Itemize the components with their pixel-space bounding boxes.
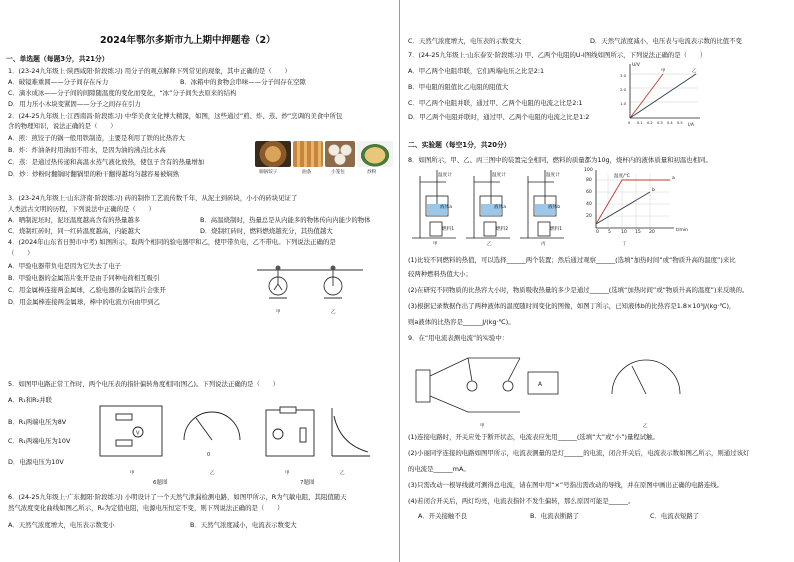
q2-option-b[interactable]: B．炸：炸油条时用油而不用水，是因为油的沸点比水高 xyxy=(8,146,166,154)
q7-option-d[interactable]: D．甲乙两个电阻并联时，通过甲、乙两个电阻的电流之比是1:2 xyxy=(408,113,590,121)
q5-label-jia: 甲 xyxy=(130,471,135,476)
caption-fried-dough: 油条 xyxy=(302,170,312,175)
q5-option-d[interactable]: D．电源电压为10V xyxy=(8,458,64,466)
q7-ytick: 1.0 xyxy=(620,101,627,106)
q6-option-c[interactable]: C．天然气浓度增大，电压表的示数变大 xyxy=(408,37,522,45)
q7-ytick: 2.0 xyxy=(620,87,627,92)
q3-option-a[interactable]: A．晒制泥坯时，泥坯温度越高含有的热量越多 xyxy=(8,216,141,224)
graph-label-ding: 丁 xyxy=(622,242,627,247)
thermometer-label-1: 温度计 xyxy=(438,173,452,178)
graph-ytick: 40 xyxy=(586,202,592,207)
fuel-label-yi: 燃料2 xyxy=(496,227,509,232)
q7-stem: 7．(24-25九年级上·山东泰安·阶段练习) 甲、乙两个电阻的U-I图线如图所示，下列说法正确的是（ ） xyxy=(408,51,707,59)
q7-option-a[interactable]: A．甲乙两个电阻串联，它们两端电压之比是2:1 xyxy=(408,67,545,75)
q8-part3: (3)根据记录数据作出了两种液体的温度随时间变化的图像，如图丁所示，已知液体b的比热容是1.8×10³J/(kg·℃)， xyxy=(408,302,736,310)
q8-part1-cont: 较两种燃料热值大小； xyxy=(408,270,472,278)
q2-stem-line2: 含的物理知识，说法正确的是（ ） xyxy=(8,122,117,130)
q1-stem: 1．(23-24九年级上·陕西咸阳·阶段练习) 用分子的观点解释下列常见的现象，其中正确的是（ ） xyxy=(8,67,291,75)
q7-option-b[interactable]: B．甲电阻的阻值比乙电阻的阻值大 xyxy=(408,83,509,91)
q5-option-b[interactable]: B．R₁两端电压为8V xyxy=(8,418,67,426)
q7-xtick: 0.2 xyxy=(647,121,653,125)
q7-xtick: 0.3 xyxy=(657,121,663,125)
q7-xtick: 0 xyxy=(628,121,631,125)
caption-steamed-bun: 小笼包 xyxy=(331,170,345,175)
q7-line-jia: 甲 xyxy=(661,69,666,74)
graph-line-b: b xyxy=(652,188,655,193)
q2-stem-line1: 2．(24-25九年级上·江西南昌·阶段练习) 中华美食文化博大精深，如图，这些通过“煎、炸、蒸、炒”烹调的美食中所包 xyxy=(8,112,343,120)
graph-xtick: 0 xyxy=(596,230,599,235)
q4-option-a[interactable]: A．甲验电器带负电是因为它失去了电子 xyxy=(8,262,122,270)
q9-part2: (2)小丽同学连接的电路如图甲所示，电流表测量的是灯______的电流，闭合开关后，电流表示数如图乙所示，则通过该灯 xyxy=(408,449,750,457)
electroscope-figure xyxy=(255,256,365,308)
q2-option-d[interactable]: D．炒：炒粉时翻锅时翻锅里的粉干翻得越均匀越容易被焖熟 xyxy=(8,170,180,178)
apparatus-label-bing: 丙 xyxy=(541,242,546,247)
fried-noodle-image xyxy=(357,141,393,167)
q3-option-d[interactable]: D．烧制红砖时，燃料燃烧越充分，其热值越大 xyxy=(200,227,333,235)
graph-line-a: a xyxy=(672,176,675,181)
q7-ui-graph xyxy=(618,58,702,130)
svg-text:A: A xyxy=(538,381,543,388)
q9-part4: (4)若闭合开关后，两灯均亮，电流表指针不发生偏转，那么原因可能是______。 xyxy=(408,497,635,505)
q9-option-c[interactable]: C．电流表短路了 xyxy=(650,512,700,520)
thermometer-label-2: 温度计 xyxy=(492,173,506,178)
electroscope-label-yi: 乙 xyxy=(331,310,336,315)
q8-stem: 8．如图所示，甲、乙、丙三图中的装置完全相同，燃料的质量都为10g，烧杯内的液体质量和初温也相同。 xyxy=(408,156,712,164)
graph-xlabel: t/min xyxy=(676,228,689,233)
q6-label-jia: 甲 xyxy=(285,471,290,476)
q1-option-b[interactable]: B．冰箱中的食物会串味——分子间存在空隙 xyxy=(180,78,306,86)
q2-option-a[interactable]: A．煎：煎饺子的锅一般用铁制造，主要是利用了铁的比热容大 xyxy=(8,134,185,142)
graph-xtick: 20 xyxy=(649,230,655,235)
liquid-label-jia: 液体a xyxy=(440,205,453,210)
q2-option-c[interactable]: C．蒸：是通过热传递和高温水蒸气液化放热，使包子含有的热量增加 xyxy=(8,158,205,166)
q4-option-b[interactable]: B．甲验电器的金属箔片张开是由于同种电荷相互吸引 xyxy=(8,274,160,282)
q9-circuit-figure xyxy=(408,346,748,424)
q9-option-b[interactable]: B．电流表断路了 xyxy=(530,512,580,520)
graph-xtick: 15 xyxy=(635,230,641,235)
q7-option-c[interactable]: C．甲乙两个电阻并联，通过甲、乙两个电阻的电流之比是2:1 xyxy=(408,99,583,107)
q4-stem-line1: 4．(2024年山东省日照市中考) 如图所示，取两个相同的验电器甲和乙，使甲带负电，乙不带电。下列说法正确的是 xyxy=(8,238,336,246)
q6-circuit-figure xyxy=(262,404,372,468)
q9-part3: (3)只需改动一根导线就可测得总电流，请在图中用“×”号指出需改动的导线，并在原图中画出正确的电路连线。 xyxy=(408,481,723,489)
graph-ytick: 80 xyxy=(586,178,592,183)
apparatus-label-yi: 乙 xyxy=(487,242,492,247)
graph-ytick: 100 xyxy=(584,168,593,173)
electroscope-label-jia: 甲 xyxy=(276,310,281,315)
q6-stem-line1: 6．(24-25九年级上·广东揭阳·阶段练习) 小明设计了一个天然气泄漏检测电路，如图甲所示，R为气敏电阻，其阻值随天 xyxy=(8,493,347,501)
graph-ytick: 60 xyxy=(586,190,592,195)
q9-label-yi: 乙 xyxy=(643,424,648,429)
liquid-label-yi: 液体a xyxy=(494,205,507,210)
q6-stem-line2: 然气浓度变化曲线如图乙所示，R₀为定值电阻，电源电压恒定不变，则下列说法正确的是（ ） xyxy=(8,504,284,512)
q7-ylabel: U/V xyxy=(632,63,640,68)
graph-ylabel: 温度/℃ xyxy=(614,174,630,179)
exam-title: 2024年鄂尔多斯市九上期中押题卷（2） xyxy=(100,35,276,46)
q4-stem-line2: （ ） xyxy=(8,249,34,257)
q9-option-a[interactable]: A．开关接触不良 xyxy=(418,512,468,520)
q6-option-b[interactable]: B．天然气浓度减小，电流表示数变大 xyxy=(190,521,297,529)
q3-stem-line1: 3．(23-24九年级上·山东济南·阶段练习) 砖的制作工艺流传数千年，从泥土到砖块，小小的砖块见证了 xyxy=(8,194,298,202)
q7-xtick: 0.5 xyxy=(677,121,683,125)
q8-part2: (2)在研究不同物质的比热容大小时，物质吸收热量的多少是通过______(选填“加热时间”或“物质升高的温度”)来反映的。 xyxy=(408,286,749,294)
graph-ytick: 20 xyxy=(586,214,592,219)
q1-option-c[interactable]: C．滴水成冰——分子间的间隙随温度的变化而变化，“冰”分子间失去原来的结构 xyxy=(8,89,237,97)
q5-option-a[interactable]: A．R₁和R₂并联 xyxy=(8,396,52,404)
q7-xlabel: I/A xyxy=(688,123,694,128)
svg-text:0: 0 xyxy=(207,452,211,458)
fuel-label-bing: 燃料1 xyxy=(550,227,563,232)
thermometer-label-3: 温度计 xyxy=(546,173,560,178)
q7-xtick: 0.4 xyxy=(667,121,673,125)
q7-xtick: 0.1 xyxy=(637,121,643,125)
q7-ytick: 3.0 xyxy=(620,73,627,78)
q9-label-jia: 甲 xyxy=(480,424,485,429)
fuel-label-jia: 燃料1 xyxy=(442,227,455,232)
dumpling-pot-image xyxy=(255,141,291,167)
caption-dumpling: 铜锅饺子 xyxy=(259,170,278,175)
q3-option-b[interactable]: B．高温烧制时，热量总是从内能多的物体传向内能少的物体 xyxy=(200,216,371,224)
column-divider xyxy=(399,0,400,562)
liquid-label-bing: 液体b xyxy=(548,205,561,210)
graph-xtick: 5 xyxy=(608,230,611,235)
q7-line-yi: 乙 xyxy=(692,69,697,74)
q6-option-a[interactable]: A．天然气浓度增大，电压表示数变小 xyxy=(8,521,115,529)
q8-part3-cont: 则a液体的比热容是______J/(kg·℃)。 xyxy=(408,318,515,326)
fig6-caption: 6题图 xyxy=(153,480,168,486)
q5-stem: 5．如图甲电路正常工作时，两个电压表的指针偏转角度相同(图乙)。下列说法正确的是（ ） xyxy=(8,380,280,388)
q9-stem: 9．在“用电流表测电流”的实验中： xyxy=(408,334,509,342)
svg-text:V: V xyxy=(136,430,140,437)
q9-part2-cont: 的电流是______mA。 xyxy=(408,465,470,473)
section-single-choice: 一、单选题（每题3分，共21分） xyxy=(6,55,109,63)
graph-xtick: 10 xyxy=(621,230,627,235)
q9-part1: (1)连接电路时，开关应处于断开状态，电流表应先用______(选填“大”或“小”)量程试触。 xyxy=(408,433,659,441)
q3-stem-line2: 人类远古文明的历程，下列说法中正确的是（ ） xyxy=(8,205,155,213)
q5-label-yi: 乙 xyxy=(210,471,215,476)
section-experiment: 二、实验题（每空1分，共20分） xyxy=(408,141,511,149)
fried-dough-image xyxy=(293,141,323,167)
q1-option-d[interactable]: D．用力压小木块变紧固——分子之间存在引力 xyxy=(8,100,141,108)
q3-option-c[interactable]: C．烧制红砖时，同一红砖温度越高，内能越大 xyxy=(8,227,141,235)
q4-option-c[interactable]: C．用金属棒连接两金属球，乙验电器的金属箔片会张开 xyxy=(8,286,166,294)
q4-option-d[interactable]: D．用金属棒连接两金属球，棒中的电流方向由甲到乙 xyxy=(8,298,160,306)
q5-option-c[interactable]: C．R₁两端电压为10V xyxy=(8,437,71,445)
q6-label-yi: 乙 xyxy=(340,471,345,476)
q8-apparatus-figure xyxy=(408,168,728,248)
q5-circuit-figure xyxy=(92,400,247,468)
steamed-bun-image xyxy=(325,141,355,167)
q1-option-a[interactable]: A．破镜难重圆——分子间存在斥力 xyxy=(8,78,109,86)
q6-option-d[interactable]: D．天然气浓度减小，电压表与电流表示数的比值不变 xyxy=(590,37,742,45)
apparatus-label-jia: 甲 xyxy=(433,242,438,247)
caption-fried-noodle: 炒粉 xyxy=(367,170,377,175)
fig7-caption: 7题图 xyxy=(300,480,315,486)
q8-part1: (1)比较不同燃料的热值，可以选择______两个装置；然后通过观察______(选填“加热时间”或“物质升高的温度”)来比 xyxy=(408,256,736,264)
